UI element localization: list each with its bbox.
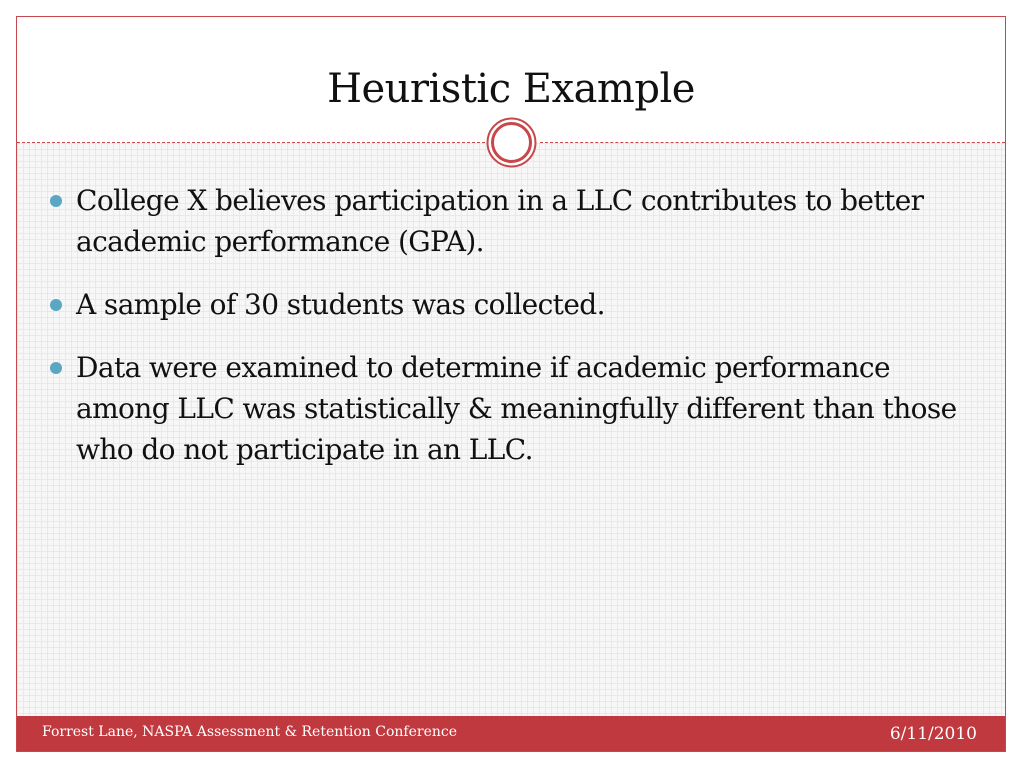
- bullet-text: College X believes participation in a LLC contributes to better academic performance (GPA).: [76, 184, 924, 258]
- slide-title: Heuristic Example: [327, 66, 695, 112]
- bullet-text: A sample of 30 students was collected.: [76, 288, 605, 321]
- footer-date: 6/11/2010: [889, 724, 977, 744]
- slide-frame: [16, 16, 1006, 752]
- bullet-text: Data were examined to determine if academic performance among LLC was statistically & meaningfully different than those who do not participate in an LLC.: [76, 351, 957, 466]
- footer-presenter: Forrest Lane, NASPA Assessment & Retention Conference: [42, 724, 457, 740]
